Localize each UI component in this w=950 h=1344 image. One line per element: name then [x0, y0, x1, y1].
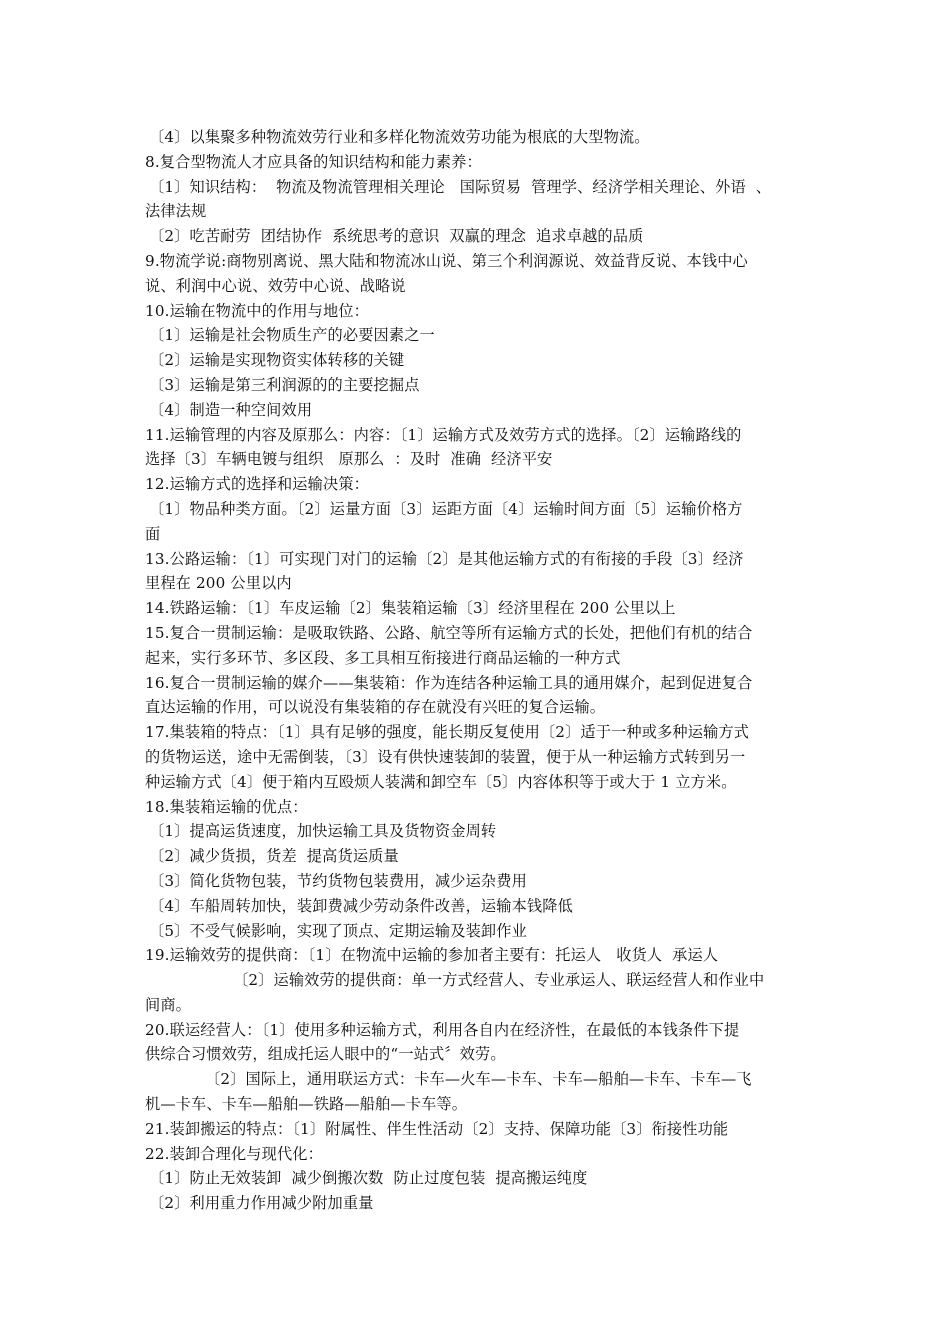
text-line: 供综合习惯效劳，组成托运人眼中的“一站式〞效劳。	[145, 1045, 506, 1064]
text-line: 机—卡车、卡车—船舶—铁路—船舶—卡车等。	[145, 1095, 468, 1114]
text-line: 〔1〕知识结构： 物流及物流管理相关理论 国际贸易 管理学、经济学相关理论、外语 、	[149, 177, 772, 196]
text-line: 〔4〕以集聚多种物流效劳行业和多样化物流效劳功能为根底的大型物流。	[149, 128, 650, 146]
text-line: 20.联运经营人：〔1〕使用多种运输方式，利用各自内在经济性，在最低的本钱条件下提	[145, 1020, 740, 1039]
text-line: 〔1〕物品种类方面。〔2〕运量方面〔3〕运距方面〔4〕运输时间方面〔5〕运输价格方	[149, 499, 743, 518]
text-line: 22.装卸合理化与现代化：	[145, 1144, 323, 1163]
text-line: 19.运输效劳的提供商：〔1〕在物流中运输的参加者主要有：托运人 收货人 承运人	[145, 946, 719, 965]
text-line: 选择〔3〕车辆电镀与组织 原那么 ：及时 准确 经济平安	[145, 450, 553, 469]
text-line: 〔3〕简化货物包装，节约货物包装费用，减少运杂费用	[149, 871, 527, 890]
text-line: 8.复合型物流人才应具备的知识结构和能力素养：	[145, 152, 482, 171]
text-line: 〔1〕运输是社会物质生产的必要因素之一	[149, 326, 435, 345]
text-line: 12.运输方式的选择和运输决策：	[145, 475, 369, 494]
text-line: 〔1〕防止无效装卸 减少倒搬次数 防止过度包装 提高搬运纯度	[149, 1169, 588, 1188]
document-body	[145, 125, 813, 1216]
text-line: 〔4〕车船周转加快，装卸费减少劳动条件改善，运输本钱降低	[149, 896, 573, 915]
text-line: 17.集装箱的特点：〔1〕具有足够的强度，能长期反复使用〔2〕适于一种或多种运输方式	[145, 723, 750, 742]
text-line: 〔2〕运输效劳的提供商：单一方式经营人、专业承运人、联运经营人和作业中	[233, 971, 765, 990]
text-line: 面	[145, 524, 161, 543]
text-line: 18.集装箱运输的优点：	[145, 797, 308, 816]
text-line: 9.物流学说:商物别离说、黑大陆和物流冰山说、第三个利润源说、效益背反说、本钱中心	[145, 251, 748, 270]
text-line: 〔5〕不受气候影响，实现了顶点、定期运输及装卸作业	[149, 921, 527, 940]
text-line: 起来，实行多环节、多区段、多工具相互衔接进行商品运输的一种方式	[145, 648, 621, 667]
text-line: 的货物运送，途中无需倒装，〔3〕设有供快速装卸的装置，便于从一种运输方式转到另一	[145, 747, 746, 766]
text-line: 〔2〕减少货损，货差 提高货运质量	[149, 847, 399, 866]
text-line: 〔1〕提高运货速度，加快运输工具及货物资金周转	[149, 822, 497, 841]
text-line: 里程在 200 公里以内	[145, 574, 292, 593]
text-line: 〔2〕吃苦耐劳 团结协作 系统思考的意识 双赢的理念 追求卓越的品质	[149, 227, 644, 246]
text-line: 10.运输在物流中的作用与地位：	[145, 301, 369, 320]
text-line: 间商。	[145, 995, 192, 1014]
text-line: 11.运输管理的内容及原那么：内容：〔1〕运输方式及效劳方式的选择。〔2〕运输路线的	[145, 425, 742, 444]
text-line: 〔2〕运输是实现物资实体转移的关键	[149, 351, 405, 370]
text-line: 〔3〕运输是第三利润源的的主要挖掘点	[149, 375, 420, 394]
text-line: 说、利润中心说、效劳中心说、战略说	[145, 276, 406, 295]
text-line: 15.复合一贯制运输：是吸取铁路、公路、航空等所有运输方式的长处，把他们有机的结合	[145, 623, 753, 642]
text-line: 法律法规	[145, 202, 207, 221]
text-line: 〔2〕国际上，通用联运方式：卡车—火车—卡车、卡车—船舶—卡车、卡车—飞	[205, 1070, 752, 1089]
text-line: 14.铁路运输：〔1〕车皮运输〔2〕集装箱运输〔3〕经济里程在 200 公里以上	[145, 599, 676, 618]
text-line: 〔2〕利用重力作用减少附加重量	[149, 1194, 374, 1213]
text-line: 13.公路运输：〔1〕可实现门对门的运输〔2〕是其他运输方式的有衔接的手段〔3〕经济	[145, 549, 744, 568]
text-line: 种运输方式〔4〕便于箱内互殴烦人装满和卸空车〔5〕内容体积等于或大于 1 立方米。	[145, 772, 737, 791]
text-line: 直达运输的作用，可以说没有集装箱的存在就没有兴旺的复合运输。	[145, 698, 606, 717]
text-line: 21.装卸搬运的特点：〔1〕附属性、伴生性活动〔2〕支持、保障功能〔3〕衔接性功能	[145, 1119, 729, 1138]
text-line: 16.复合一贯制运输的媒介——集装箱：作为连结各种运输工具的通用媒介，起到促进复合	[145, 673, 753, 692]
text-line: 〔4〕制造一种空间效用	[149, 400, 313, 419]
